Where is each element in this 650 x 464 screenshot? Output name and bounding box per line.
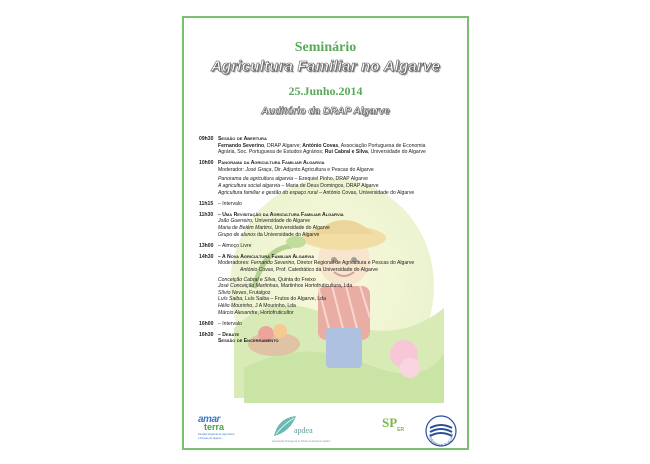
- svg-text:UNIVERSIDADE DO ALGARVE: UNIVERSIDADE DO ALGARV: [427, 433, 455, 448]
- talk-line: Agricultura familiar e gestão do espaço rural – António Covas, Universidade do Algarve: [218, 189, 415, 196]
- session-debate: [199, 332, 461, 345]
- speaker-line: João Guerreiro, Universidade do Algarve: [218, 218, 311, 225]
- sponsor-logos: [194, 414, 462, 448]
- session-time: 09h30: [199, 136, 214, 142]
- speaker-line: Fernando Severino, DRAP Algarve; António Covas, Associação Portuguesa de Economia: [218, 142, 426, 149]
- session-title: – Intervalo: [218, 200, 242, 207]
- apdea-logo: apdea Associação Portuguesa de Direito do Ambiente Agrário: [272, 414, 392, 446]
- session-title: – Intervalo: [218, 320, 242, 327]
- university-algarve-logo: [424, 414, 458, 448]
- speaker-line: Conceição Cabral e Silva, Quinta do Freixo: [218, 276, 316, 283]
- seminar-date: 25.Junho.2014: [288, 84, 363, 98]
- session-title: – Debate: [218, 331, 240, 338]
- seminar-title: Agricultura Familiar no Algarve: [210, 58, 441, 75]
- session-break-1: [199, 201, 461, 208]
- speaker-line: Márcio Alexandre, Hortofruticultor: [218, 309, 294, 316]
- session-time: 11h30: [199, 211, 214, 218]
- session-time: 10h00: [199, 160, 214, 167]
- session-panorama: [199, 160, 461, 196]
- speaker-line: Agrária, Soc. Portuguesa de Estudos Agrários; Rui Cabral e Silva, Universidade do Algarve: [218, 149, 426, 156]
- talk-line: Panorama da agricultura algarvia – Ezequiel Pinho, DRAP Algarve: [218, 176, 368, 183]
- seminar-venue: Auditório da DRAP Algarve: [261, 106, 390, 117]
- ualg-emblem-icon: [424, 414, 458, 448]
- session-time: 16h00: [199, 320, 214, 327]
- session-revisitation: [199, 212, 461, 238]
- sper-logo: $SP_{ER}$: [382, 415, 405, 434]
- moderator-line: António Covas, Prof. Catedrático da Universidade do Algarve: [240, 267, 378, 273]
- session-title: – Uma Revisitação da Agricultura Familiar Algarvia: [218, 211, 344, 218]
- speaker-line: Hélio Mourinho, J A Mourinho, Lda: [218, 302, 296, 309]
- session-lunch: [199, 243, 461, 250]
- moderator-line: Moderadores: Fernando Severino, Diretor Regional de Agricultura e Pescas do Algarve: [218, 260, 415, 267]
- speaker-line: Luís Saiba, Luís Saiba – Frutos do Algarve, Lda: [218, 296, 326, 303]
- speaker-line: Sílvio Neves, Frutalgoz: [218, 289, 271, 296]
- program-schedule: [199, 136, 461, 349]
- session-title: – Almoço Livre: [218, 242, 252, 249]
- session-break-2: [199, 321, 461, 328]
- speaker-line: Maria de Belém Martins, Universidade do Algarve: [218, 225, 330, 232]
- talk-line: A agricultura social algarvia – Maria de Deus Domingos, DRAP Algarve: [218, 183, 379, 190]
- session-title: – A Nova Agricultura Familiar Algarvia: [218, 253, 315, 260]
- moderator-line: Moderador: José Graça, Dir. Adjunto Agricultura e Pescas do Algarve: [218, 166, 374, 173]
- speaker-line: Grupo de alunos da Universidade do Algarve: [218, 231, 320, 238]
- closing-session: Sessão de Encerramento: [218, 338, 279, 345]
- session-opening: [199, 136, 461, 156]
- seminar-heading: Seminário: [294, 40, 357, 55]
- session-title: Panorama da Agricultura Familiar Algarvia: [218, 160, 325, 167]
- session-time: 16h30: [199, 331, 214, 338]
- session-time: 14h30: [199, 253, 214, 260]
- session-title: Sessão de Abertura: [218, 136, 267, 142]
- amar-terra-logo: amar terra Direção Regional de Agricultura e Pescas do Algarve: [198, 414, 235, 440]
- poster-page: [182, 16, 469, 450]
- speaker-line: José Conceição Martinhas, Martinhos Hortofruticultura, Lda: [218, 283, 353, 290]
- session-time: 11h15: [199, 200, 214, 207]
- session-new-agriculture: [199, 254, 461, 316]
- session-time: 13h00: [199, 242, 214, 249]
